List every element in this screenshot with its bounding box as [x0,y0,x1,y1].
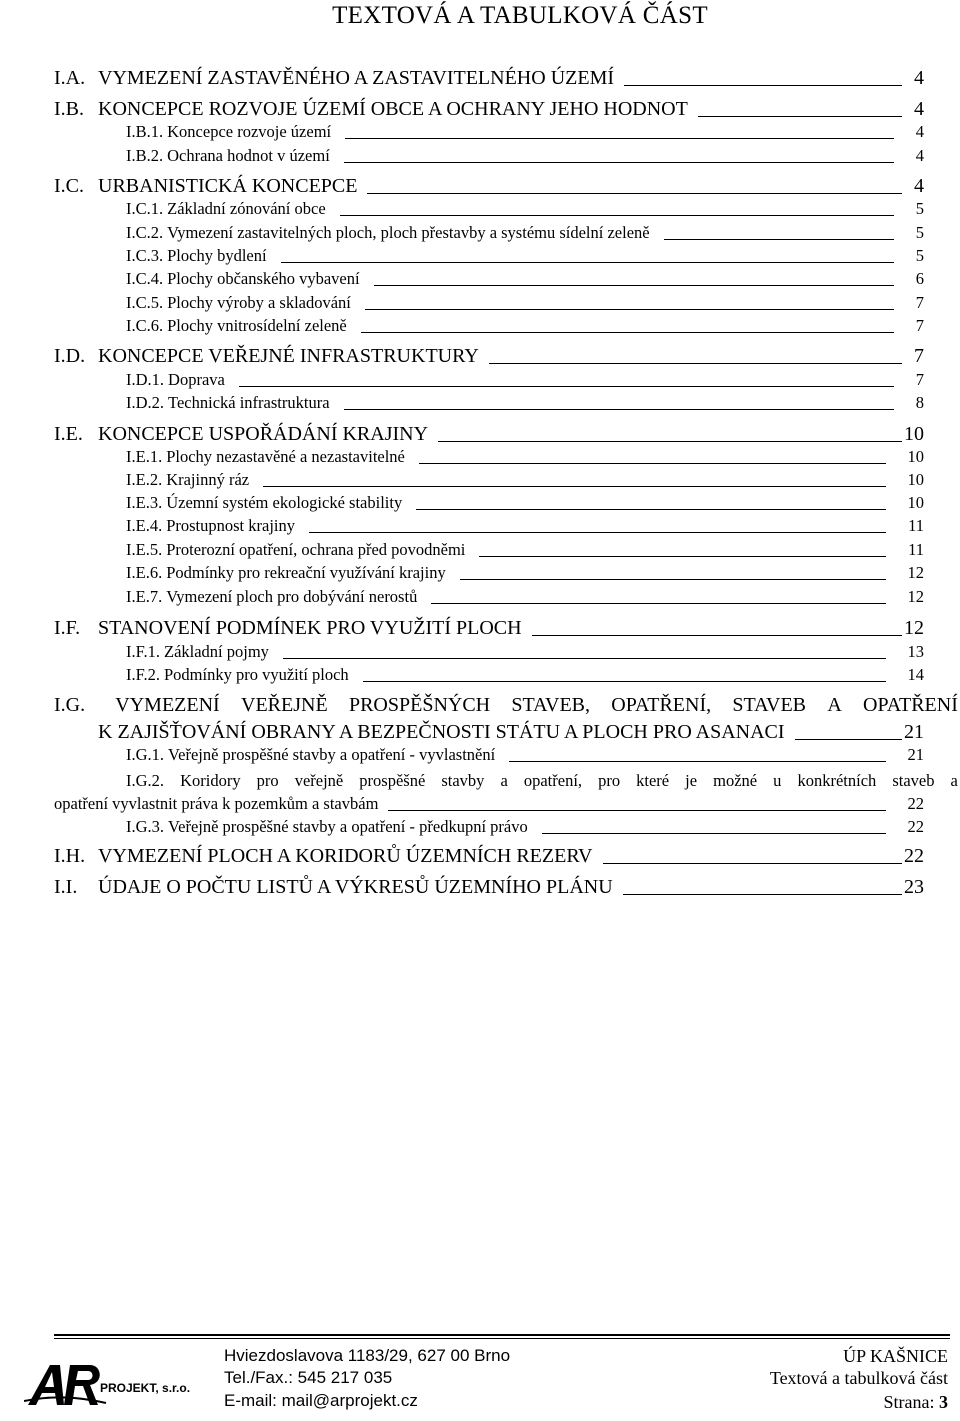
toc-leader [283,658,886,659]
toc-entry-ia[interactable] [54,68,924,88]
toc-leader [431,603,885,604]
toc-text: Krajinný ráz [166,470,250,489]
toc-page: 6 [915,269,924,288]
toc-code: I.H. [54,845,86,867]
toc-leader [309,532,886,533]
toc-page: 10 [907,447,924,466]
toc-text: URBANISTICKÁ KONCEPCE [98,175,358,197]
toc-entry-ih[interactable] [54,846,924,866]
toc-page: 5 [915,246,924,265]
toc-word: pro [598,771,621,790]
toc-code: I.E. [54,423,83,445]
toc-page: 4 [915,146,924,165]
toc-leader [263,486,885,487]
toc-leader [365,309,894,310]
toc-leader [361,332,894,333]
toc-entry-ic[interactable] [54,176,924,196]
toc-page: 10 [907,470,924,489]
toc-text: Podmínky pro rekreační využívání krajiny [166,563,446,582]
toc-word: OPATŘENÍ [863,694,958,716]
toc-leader [509,761,885,762]
toc-text: Plochy bydlení [167,246,267,265]
toc-leader [664,239,894,240]
toc-word: OPATŘENÍ, [611,694,712,716]
toc-page: 7 [915,316,924,335]
toc-page: 11 [908,540,924,559]
toc-leader [340,215,894,216]
toc-code: I.B.1. [126,122,164,141]
toc-page: 12 [904,617,924,639]
toc-text: Vymezení zastavitelných ploch, ploch přestavby a systému sídelní zeleně [167,223,650,242]
toc-text: Základní pojmy [163,642,269,661]
toc-entry-ib2[interactable] [126,148,924,165]
footer-phone: Tel./Fax.: 545 217 035 [224,1368,393,1387]
logo-text: PROJEKT, s.r.o. [100,1381,191,1395]
toc-entry-ie6[interactable] [126,565,924,582]
toc-word: pro [256,771,279,790]
toc-leader [344,162,894,163]
toc-leader [363,681,886,682]
toc-leader [239,386,894,387]
toc-page: 10 [904,423,924,445]
toc-entry-if1[interactable] [126,644,924,661]
toc-text: Veřejně prospěšné stavby a opatření - vyvlastnění [168,745,496,764]
toc-page: 22 [904,845,924,867]
footer-rule-thin [54,1338,950,1339]
toc-leader [367,193,902,194]
toc-word: konkrétních [797,771,877,790]
toc-leader [698,116,902,117]
toc-page: 7 [915,370,924,389]
toc-entry-ii[interactable] [54,877,924,897]
toc-leader [281,262,894,263]
toc-text: KONCEPCE USPOŘÁDÁNÍ KRAJINY [98,423,429,445]
toc-page: 12 [907,587,924,606]
toc-word: opatření, [523,771,583,790]
footer-project: ÚP KAŠNICE [843,1346,948,1366]
toc-word: VEŘEJNĚ [241,694,328,716]
toc-leader [388,810,885,811]
toc-text: STANOVENÍ PODMÍNEK PRO VYUŽITÍ PLOCH [98,617,522,639]
toc-leader [438,441,902,442]
toc-leader [603,863,902,864]
toc-code: I.G. [54,694,86,716]
toc-text: Technická infrastruktura [168,393,330,412]
toc-entry-ie5[interactable] [126,542,924,559]
toc-code: I.C.2. [126,223,164,242]
toc-page: 5 [915,223,924,242]
toc-entry-id1[interactable] [126,372,924,389]
toc-leader [532,635,902,636]
toc-leader [460,579,886,580]
toc-word: A [827,694,842,716]
toc-leader [419,463,886,464]
toc-entry-ic6[interactable] [126,318,924,335]
toc-word: staveb [892,771,935,790]
footer-address: Hviezdoslavova 1183/29, 627 00 Brno [224,1346,511,1365]
toc-leader [344,409,894,410]
toc-entry-ie2[interactable] [126,472,924,489]
toc-code: I.F.2. [126,665,160,684]
toc-code: I.C.6. [126,316,164,335]
toc-text: Plochy výroby a skladování [167,293,351,312]
toc-text: Prostupnost krajiny [166,516,295,535]
toc-entry-ie7[interactable] [126,589,924,606]
footer-email[interactable]: E-mail: mail@arprojekt.cz [224,1391,418,1410]
toc-entry-ib1[interactable] [126,124,924,141]
toc-code: I.C. [54,175,84,197]
toc-text: Základní zónování obce [167,199,326,218]
toc-word: veřejně [294,771,344,790]
toc-word: u [773,771,782,790]
toc-entry-ic4[interactable] [126,271,924,288]
toc-word: možné [713,771,758,790]
toc-word: Koridory [180,771,241,790]
toc-entry-ie3[interactable] [126,495,924,512]
toc-leader [489,363,902,364]
toc-text: Koncepce rozvoje území [167,122,332,141]
toc-page: 14 [907,665,924,684]
toc-leader [623,894,902,895]
toc-code: I.F.1. [126,642,160,661]
toc-leader [345,138,894,139]
toc-word: a [500,771,508,790]
toc-word: STAVEB, [511,694,591,716]
company-logo [24,1355,214,1410]
toc-entry-ie[interactable] [54,424,924,444]
toc-page: 12 [907,563,924,582]
toc-text: K ZAJIŠŤOVÁNÍ OBRANY A BEZPEČNOSTI STÁTU A PLOCH PRO ASANACI [98,721,785,743]
toc-leader [542,833,886,834]
toc-code: I.G.3. [126,817,165,836]
toc-word: je [685,771,698,790]
toc-word: a [950,771,958,790]
toc-entry-ic1[interactable] [126,201,924,218]
toc-text: Doprava [168,370,225,389]
toc-leader [624,85,902,86]
toc-word: které [636,771,670,790]
toc-code: I.B. [54,98,84,120]
toc-code: I.E.6. [126,563,163,582]
toc-word: PROSPĚŠNÝCH [348,694,491,716]
toc-code: I.C.5. [126,293,164,312]
toc-code: I.C.4. [126,269,164,288]
toc-text: Územní systém ekologické stability [166,493,403,512]
toc-entry-ic3[interactable] [126,248,924,265]
toc-code: I.C.3. [126,246,164,265]
toc-code: I.B.2. [126,146,164,165]
toc-code: I.D. [54,345,86,367]
toc-text: Vymezení ploch pro dobývání nerostů [166,587,418,606]
toc-code: I.E.2. [126,470,163,489]
toc-page: 8 [915,393,924,412]
page-label: Strana: [883,1392,935,1412]
toc-page: 7 [914,345,924,367]
toc-page: 4 [914,175,924,197]
toc-text: Plochy nezastavěné a nezastavitelné [166,447,405,466]
page-title: TEXTOVÁ A TABULKOVÁ ČÁST [332,2,708,29]
page-number: 3 [939,1392,948,1412]
footer-rule [54,1334,950,1336]
toc-page: 21 [904,721,924,743]
toc-text: Plochy vnitrosídelní zeleně [167,316,347,335]
toc-text: Proterozní opatření, ochrana před povodněmi [166,540,466,559]
toc-code: I.E.5. [126,540,163,559]
toc-word: stavby [441,771,485,790]
footer-page [884,1393,949,1411]
toc-entry-if[interactable] [54,618,924,638]
toc-page: 11 [908,516,924,535]
toc-entry-ig3[interactable] [126,819,924,836]
toc-text: KONCEPCE VEŘEJNÉ INFRASTRUKTURY [98,345,479,367]
toc-code: I.G.2. [126,771,165,790]
toc-text: Podmínky pro využití ploch [163,665,349,684]
toc-code: I.E.1. [126,447,163,466]
toc-text: VYMEZENÍ PLOCH A KORIDORŮ ÚZEMNÍCH REZERV [98,845,593,867]
toc-text: ÚDAJE O POČTU LISTŮ A VÝKRESŮ ÚZEMNÍHO PLÁNU [98,876,613,898]
toc-page: 13 [907,642,924,661]
toc-code: I.D.1. [126,370,165,389]
toc-entry-ig2-line2[interactable] [54,796,924,813]
toc-text: VYMEZENÍ ZASTAVĚNÉHO A ZASTAVITELNÉHO ÚZEMÍ [98,67,615,89]
toc-word: VYMEZENÍ [115,694,220,716]
footer-doc-name: Textová a tabulková část [769,1368,948,1388]
toc-code: I.E.4. [126,516,163,535]
toc-text: Plochy občanského vybavení [167,269,360,288]
toc-page: 7 [915,293,924,312]
toc-entry-id[interactable] [54,346,924,366]
toc-page: 4 [914,98,924,120]
toc-leader [374,285,894,286]
toc-leader [479,556,886,557]
toc-code: I.C.1. [126,199,164,218]
toc-code: I.D.2. [126,393,165,412]
toc-page: 4 [914,67,924,89]
toc-page: 5 [915,199,924,218]
toc-code: I.E.7. [126,587,163,606]
toc-entry-ie1[interactable] [126,449,924,466]
toc-page: 21 [907,745,924,764]
toc-entry-ic2[interactable] [126,225,924,242]
toc-code: I.G.1. [126,745,165,764]
toc-code: I.A. [54,67,86,89]
toc-text: opatření vyvlastnit práva k pozemkům a stavbám [54,794,379,813]
toc-entry-ig-line1[interactable] [54,695,958,715]
toc-page: 10 [907,493,924,512]
toc-entry-ig1[interactable] [126,747,924,764]
toc-page: 22 [907,817,924,836]
toc-page: 4 [915,122,924,141]
toc-text: Veřejně prospěšné stavby a opatření - předkupní právo [168,817,528,836]
toc-page: 22 [907,794,924,813]
toc-code: I.F. [54,617,81,639]
toc-leader [416,509,885,510]
toc-word: prospěšné [359,771,426,790]
toc-text: KONCEPCE ROZVOJE ÚZEMÍ OBCE A OCHRANY JEHO HODNOT [98,98,688,120]
toc-word: STAVEB [732,694,807,716]
toc-entry-id2[interactable] [126,395,924,412]
toc-entry-ic5[interactable] [126,295,924,312]
toc-entry-ig2-line1[interactable] [126,773,958,790]
toc-entry-ib[interactable] [54,99,924,119]
toc-leader [795,739,902,740]
toc-page: 23 [904,876,924,898]
toc-code: I.E.3. [126,493,163,512]
toc-code: I.I. [54,876,78,898]
toc-entry-ie4[interactable] [126,518,924,535]
toc-entry-ig-line2[interactable] [98,722,924,742]
toc-text: Ochrana hodnot v území [167,146,330,165]
toc-entry-if2[interactable] [126,667,924,684]
